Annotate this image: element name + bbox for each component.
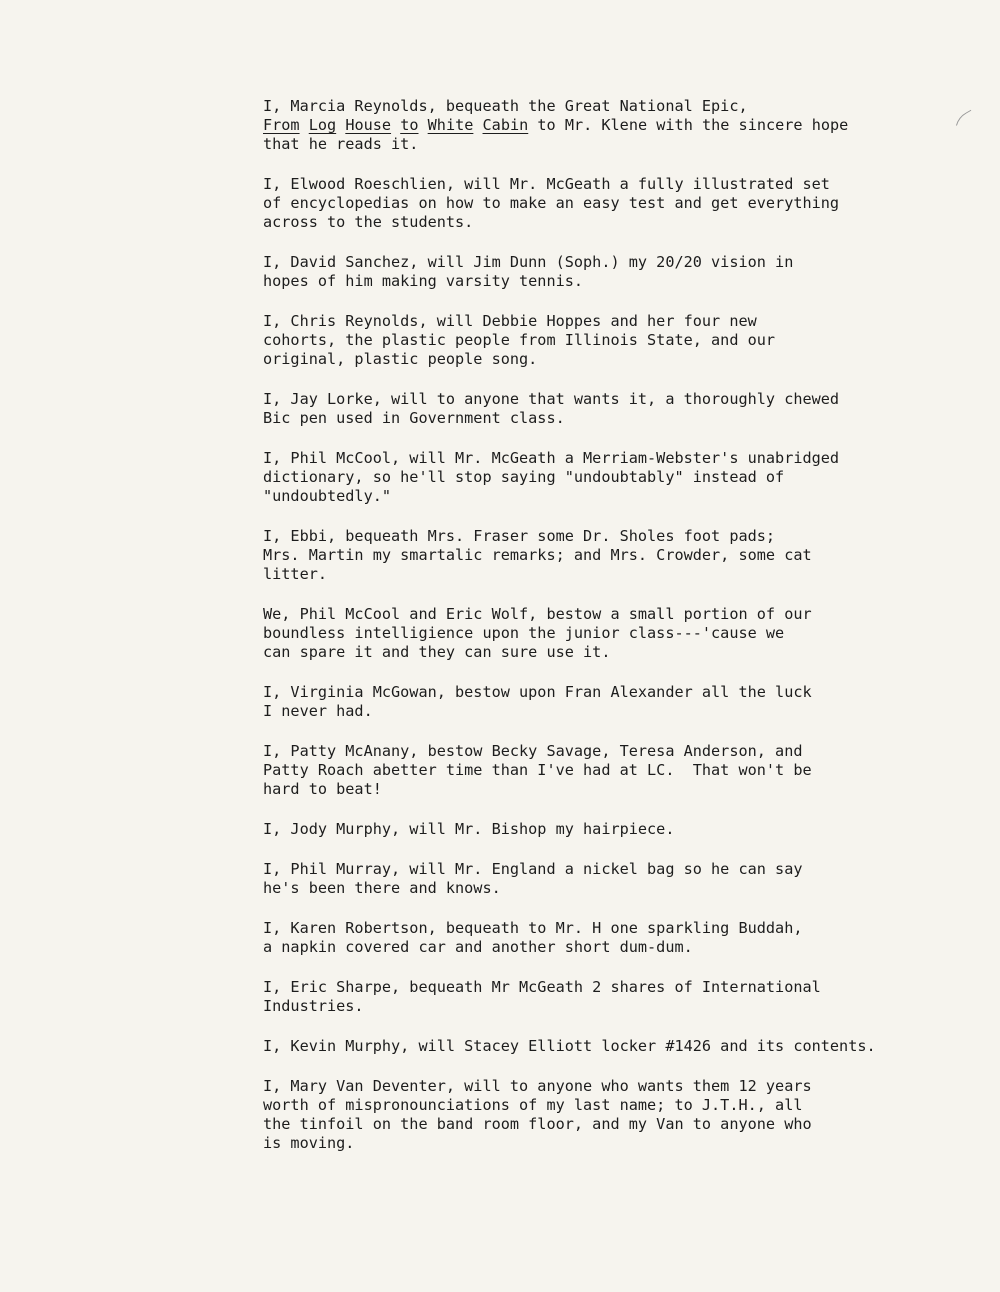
entry-line: litter. bbox=[263, 565, 328, 583]
entry-line: I, Mary Van Deventer, will to anyone who wants them 12 years bbox=[263, 1077, 812, 1095]
entry-line: I, Jay Lorke, will to anyone that wants it, a thoroughly chewed bbox=[263, 390, 840, 408]
entry-phil-mccool bbox=[263, 449, 963, 506]
entry-line: "undoubtedly." bbox=[263, 487, 392, 505]
entry-line: to Mr. Klene with the sincere hope bbox=[528, 116, 849, 134]
entry-line: a napkin covered car and another short dum-dum. bbox=[263, 938, 693, 956]
entry-line: I, David Sanchez, will Jim Dunn (Soph.) my 20/20 vision in bbox=[263, 253, 794, 271]
entry-line: I, Jody Murphy, will Mr. Bishop my hairpiece. bbox=[263, 820, 675, 838]
entry-line: I, Patty McAnany, bestow Becky Savage, Teresa Anderson, and bbox=[263, 742, 803, 760]
entry-line: I, Phil McCool, will Mr. McGeath a Merriam-Webster's unabridged bbox=[263, 449, 840, 467]
entry-line: Mrs. Martin my smartalic remarks; and Mrs. Crowder, some cat bbox=[263, 546, 812, 564]
entry-line: hopes of him making varsity tennis. bbox=[263, 272, 584, 290]
entry-line: worth of mispronounciations of my last name; to J.T.H., all bbox=[263, 1096, 803, 1114]
entry-line: original, plastic people song. bbox=[263, 350, 538, 368]
entry-kevin-murphy bbox=[263, 1037, 963, 1056]
entry-line: We, Phil McCool and Eric Wolf, bestow a small portion of our bbox=[263, 605, 812, 623]
entry-jay-lorke bbox=[263, 390, 963, 428]
entry-karen-robertson bbox=[263, 919, 963, 957]
entry-line: of encyclopedias on how to make an easy test and get everything bbox=[263, 194, 840, 212]
entry-line: I, Virginia McGowan, bestow upon Fran Alexander all the luck bbox=[263, 683, 812, 701]
underlined-title-word: House bbox=[345, 116, 392, 134]
underlined-title-word: Cabin bbox=[482, 116, 529, 134]
entry-line: dictionary, so he'll stop saying "undoubtably" instead of bbox=[263, 468, 785, 486]
entry-line: that he reads it. bbox=[263, 135, 419, 153]
entry-mccool-wolf bbox=[263, 605, 963, 662]
entry-line: across to the students. bbox=[263, 213, 474, 231]
entry-line: I, Elwood Roeschlien, will Mr. McGeath a fully illustrated set bbox=[263, 175, 830, 193]
entry-line: boundless intelligience upon the junior class---'cause we bbox=[263, 624, 785, 642]
entry-line: I, Karen Robertson, bequeath to Mr. H one sparkling Buddah, bbox=[263, 919, 803, 937]
entry-jody-murphy bbox=[263, 820, 963, 839]
entry-virginia-mcgowan bbox=[263, 683, 963, 721]
underlined-title-word: White bbox=[427, 116, 474, 134]
entry-line: I, Ebbi, bequeath Mrs. Fraser some Dr. Sholes foot pads; bbox=[263, 527, 776, 545]
entry-eric-sharpe bbox=[263, 978, 963, 1016]
entry-line: I, Phil Murray, will Mr. England a nickel bag so he can say bbox=[263, 860, 803, 878]
entry-line: I never had. bbox=[263, 702, 373, 720]
entry-marcia-reynolds bbox=[263, 97, 963, 154]
underlined-title-word: From bbox=[263, 116, 300, 134]
entry-david-sanchez bbox=[263, 253, 963, 291]
entry-line: I, Kevin Murphy, will Stacey Elliott locker #1426 and its contents. bbox=[263, 1037, 876, 1055]
entry-phil-murray bbox=[263, 860, 963, 898]
entry-line: hard to beat! bbox=[263, 780, 382, 798]
entry-chris-reynolds bbox=[263, 312, 963, 369]
entry-line: Patty Roach abetter time than I've had at LC. That won't be bbox=[263, 761, 812, 779]
entry-line: Industries. bbox=[263, 997, 364, 1015]
entry-line: I, Eric Sharpe, bequeath Mr McGeath 2 shares of International bbox=[263, 978, 821, 996]
entry-line: cohorts, the plastic people from Illinois State, and our bbox=[263, 331, 776, 349]
entry-ebbi bbox=[263, 527, 963, 584]
underlined-title-word: Log bbox=[308, 116, 337, 134]
entry-mary-van-deventer bbox=[263, 1077, 963, 1153]
entry-line: is moving. bbox=[263, 1134, 355, 1152]
entry-line: I, Marcia Reynolds, bequeath the Great National Epic, bbox=[263, 97, 748, 115]
entry-line: can spare it and they can sure use it. bbox=[263, 643, 611, 661]
entry-line: he's been there and knows. bbox=[263, 879, 501, 897]
underlined-title-word: to bbox=[400, 116, 419, 134]
entry-patty-mcanany bbox=[263, 742, 963, 799]
will-entries bbox=[263, 97, 963, 1174]
entry-line: the tinfoil on the band room floor, and my Van to anyone who bbox=[263, 1115, 812, 1133]
entry-line: I, Chris Reynolds, will Debbie Hoppes and her four new bbox=[263, 312, 757, 330]
entry-line: Bic pen used in Government class. bbox=[263, 409, 565, 427]
entry-elwood-roeschlien bbox=[263, 175, 963, 232]
